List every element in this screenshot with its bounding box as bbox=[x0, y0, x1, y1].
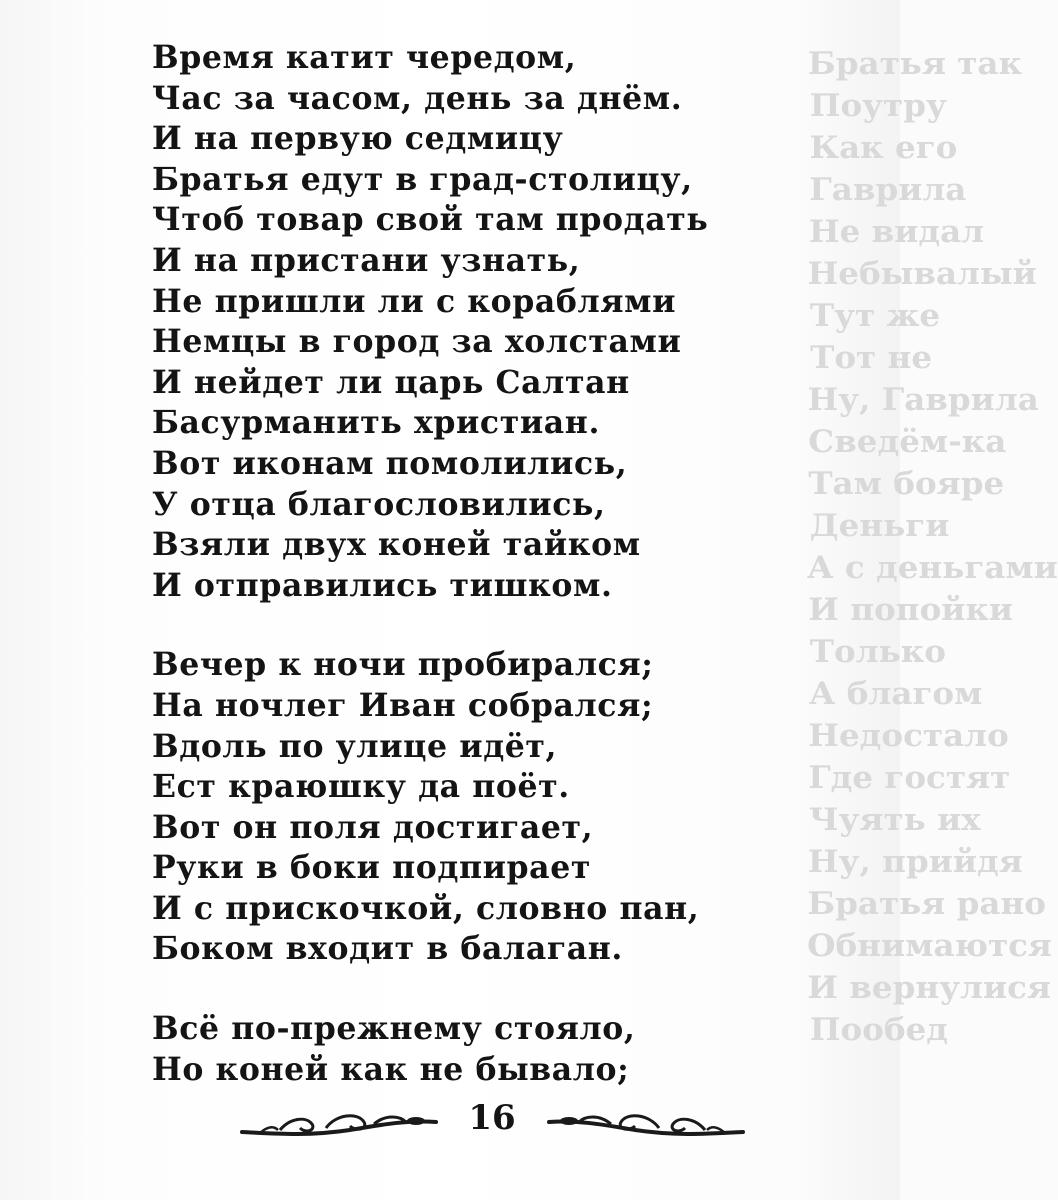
poem-line: У отца благословились, bbox=[152, 485, 606, 523]
swirl-ornament-left-icon bbox=[240, 1112, 440, 1138]
poem-line: И на первую седмицу bbox=[152, 120, 564, 158]
page-number: 16 bbox=[468, 1098, 516, 1138]
poem-line: И нейдет ли царь Салтан bbox=[152, 363, 630, 401]
poem-line: Боком входит в балаган. bbox=[152, 930, 623, 968]
poem-line: Чтоб товар свой там продать bbox=[152, 201, 709, 239]
poem-line: Но коней как не бывало; bbox=[152, 1050, 630, 1088]
stanza bbox=[152, 645, 792, 970]
stanza bbox=[152, 38, 792, 606]
poem-line: Руки в боки подпирает bbox=[152, 849, 591, 887]
facing-page-bleed-through: Братья так Поутру Как его Гаврила Не видал Небывалый Тут же Тот не Ну, Гаврила Сведём-ка Там бояре Деньги А с деньгами И попойки Только А благом Недостало Где гостят Чуять их Ну, прийдя Братья рано Обнимаются И вернулися Пообед bbox=[807, 46, 1058, 1048]
poem-line: Время катит чередом, bbox=[152, 39, 577, 76]
poem-line: На ночлег Иван собрался; bbox=[152, 686, 654, 724]
poem-line: Вот иконам помолились, bbox=[152, 444, 628, 482]
poem-line: Всё по-прежнему стояло, bbox=[152, 1010, 636, 1048]
poem-line: Вдоль по улице идёт, bbox=[152, 727, 558, 765]
poem-line: И на пристани узнать, bbox=[152, 241, 581, 279]
poem-line: Взяли двух коней тайком bbox=[152, 526, 641, 564]
poem-line: Басурманить христиан. bbox=[152, 404, 601, 442]
stanza bbox=[152, 1009, 792, 1090]
swirl-ornament-right-icon bbox=[545, 1112, 745, 1138]
poem-line: Ест краюшку да поёт. bbox=[152, 768, 570, 806]
poem-line: Вот он поля достигает, bbox=[152, 808, 594, 846]
poem-line: Братья едут в град-столицу, bbox=[152, 160, 693, 198]
page-footer bbox=[240, 1098, 740, 1148]
poem-line: И отправились тишком. bbox=[152, 566, 613, 604]
poem-line: Вечер к ночи пробирался; bbox=[152, 646, 654, 684]
poem-text bbox=[152, 38, 792, 1090]
poem-line: Не пришли ли с кораблями bbox=[152, 282, 677, 320]
poem-line: И с прискочкой, словно пан, bbox=[152, 889, 700, 927]
poem-line: Час за часом, день за днём. bbox=[152, 79, 683, 117]
poem-line: Немцы в город за холстами bbox=[152, 323, 682, 361]
